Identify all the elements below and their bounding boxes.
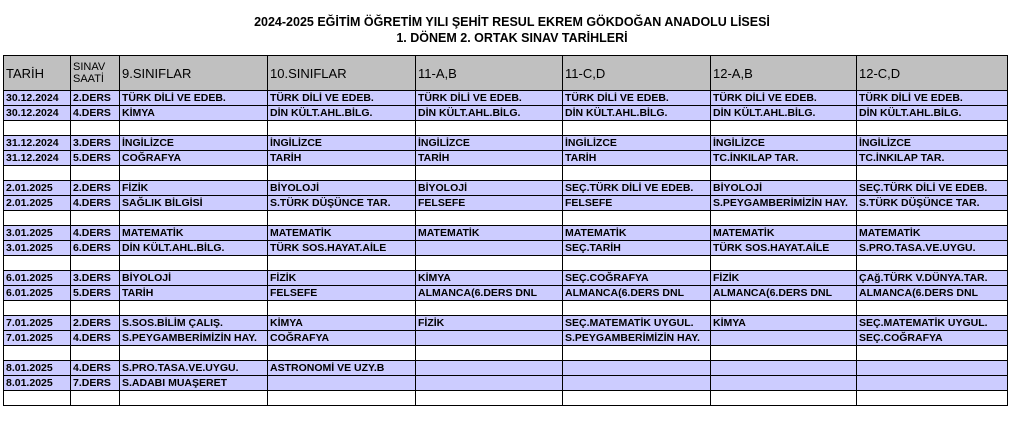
header-sinav-saati: SINAV SAATİ	[71, 56, 120, 91]
spacer-row	[4, 346, 1008, 361]
empty-cell	[4, 391, 71, 406]
empty-cell	[120, 166, 268, 181]
empty-cell	[120, 301, 268, 316]
empty-cell	[857, 346, 1008, 361]
document-title: 2024-2025 EĞİTİM ÖĞRETİM YILI ŞEHİT RESUL EKREM GÖKDOĞAN ANADOLU LİSESİ	[254, 15, 770, 29]
date-cell: 3.01.2025	[4, 241, 71, 256]
grade11ab-cell: TÜRK DİLİ VE EDEB.	[416, 91, 563, 106]
empty-cell	[4, 301, 71, 316]
empty-cell	[71, 391, 120, 406]
table-row	[4, 271, 1008, 286]
exam-period-cell: 4.DERS	[71, 361, 120, 376]
document-title-block	[0, 14, 1024, 46]
header-12-cd: 12-C,D	[857, 56, 1008, 91]
empty-cell	[857, 256, 1008, 271]
header-12-ab: 12-A,B	[711, 56, 857, 91]
grade12cd-cell	[857, 376, 1008, 391]
empty-cell	[563, 121, 711, 136]
grade12ab-cell: MATEMATİK	[711, 226, 857, 241]
empty-cell	[857, 121, 1008, 136]
empty-cell	[120, 391, 268, 406]
grade10-cell: KİMYA	[268, 316, 416, 331]
grade10-cell	[268, 376, 416, 391]
empty-cell	[416, 256, 563, 271]
table-row	[4, 376, 1008, 391]
empty-cell	[120, 256, 268, 271]
grade10-cell: MATEMATİK	[268, 226, 416, 241]
grade12ab-cell: TÜRK SOS.HAYAT.AİLE	[711, 241, 857, 256]
grade9-cell: FİZİK	[120, 181, 268, 196]
grade9-cell: KİMYA	[120, 106, 268, 121]
empty-cell	[416, 346, 563, 361]
grade11cd-cell: ALMANCA(6.DERS DNL	[563, 286, 711, 301]
empty-cell	[857, 211, 1008, 226]
grade12ab-cell	[711, 376, 857, 391]
table-row	[4, 286, 1008, 301]
date-cell: 31.12.2024	[4, 136, 71, 151]
empty-cell	[4, 256, 71, 271]
grade11ab-cell	[416, 361, 563, 376]
schedule-body	[4, 91, 1008, 406]
empty-cell	[4, 121, 71, 136]
empty-cell	[416, 391, 563, 406]
grade11cd-cell: MATEMATİK	[563, 226, 711, 241]
empty-cell	[71, 121, 120, 136]
grade11cd-cell: S.PEYGAMBERİMİZİN HAY.	[563, 331, 711, 346]
empty-cell	[268, 211, 416, 226]
exam-period-cell: 4.DERS	[71, 226, 120, 241]
date-cell: 8.01.2025	[4, 376, 71, 391]
empty-cell	[71, 211, 120, 226]
grade9-cell: BİYOLOJİ	[120, 271, 268, 286]
spacer-row	[4, 391, 1008, 406]
table-row	[4, 136, 1008, 151]
header-9-siniflar: 9.SINIFLAR	[120, 56, 268, 91]
exam-period-cell: 2.DERS	[71, 91, 120, 106]
exam-period-cell: 5.DERS	[71, 151, 120, 166]
grade11cd-cell: TARİH	[563, 151, 711, 166]
grade11ab-cell: İNGİLİZCE	[416, 136, 563, 151]
grade12ab-cell: S.PEYGAMBERİMİZİN HAY.	[711, 196, 857, 211]
empty-cell	[268, 256, 416, 271]
exam-schedule-table	[3, 55, 1008, 406]
empty-cell	[857, 166, 1008, 181]
header-11-ab: 11-A,B	[416, 56, 563, 91]
grade10-cell: COĞRAFYA	[268, 331, 416, 346]
grade12cd-cell: SEÇ.COĞRAFYA	[857, 331, 1008, 346]
date-cell: 7.01.2025	[4, 331, 71, 346]
grade9-cell: COĞRAFYA	[120, 151, 268, 166]
grade12ab-cell: İNGİLİZCE	[711, 136, 857, 151]
grade10-cell: İNGİLİZCE	[268, 136, 416, 151]
table-row	[4, 241, 1008, 256]
grade11cd-cell: DİN KÜLT.AHL.BİLG.	[563, 106, 711, 121]
header-10-siniflar: 10.SINIFLAR	[268, 56, 416, 91]
empty-cell	[563, 301, 711, 316]
empty-cell	[268, 166, 416, 181]
table-row	[4, 151, 1008, 166]
grade12ab-cell: DİN KÜLT.AHL.BİLG.	[711, 106, 857, 121]
empty-cell	[416, 166, 563, 181]
grade11ab-cell: KİMYA	[416, 271, 563, 286]
header-11-cd: 11-C,D	[563, 56, 711, 91]
spacer-row	[4, 256, 1008, 271]
grade11cd-cell: FELSEFE	[563, 196, 711, 211]
grade10-cell: FELSEFE	[268, 286, 416, 301]
exam-period-cell: 3.DERS	[71, 136, 120, 151]
exam-period-cell: 4.DERS	[71, 196, 120, 211]
exam-period-cell: 4.DERS	[71, 106, 120, 121]
empty-cell	[711, 121, 857, 136]
grade12cd-cell: ÇAğ.TÜRK V.DÜNYA.TAR.	[857, 271, 1008, 286]
empty-cell	[268, 121, 416, 136]
exam-period-cell: 6.DERS	[71, 241, 120, 256]
spacer-row	[4, 211, 1008, 226]
grade9-cell: S.PRO.TASA.VE.UYGU.	[120, 361, 268, 376]
grade12cd-cell: TC.İNKILAP TAR.	[857, 151, 1008, 166]
table-row	[4, 316, 1008, 331]
grade11ab-cell	[416, 331, 563, 346]
empty-cell	[268, 391, 416, 406]
grade12cd-cell: DİN KÜLT.AHL.BİLG.	[857, 106, 1008, 121]
date-cell: 30.12.2024	[4, 91, 71, 106]
grade12cd-cell: İNGİLİZCE	[857, 136, 1008, 151]
empty-cell	[563, 211, 711, 226]
grade12cd-cell: ALMANCA(6.DERS DNL	[857, 286, 1008, 301]
grade10-cell: DİN KÜLT.AHL.BİLG.	[268, 106, 416, 121]
table-row	[4, 181, 1008, 196]
table-row	[4, 226, 1008, 241]
grade11ab-cell: TARİH	[416, 151, 563, 166]
empty-cell	[857, 391, 1008, 406]
grade11cd-cell: SEÇ.TARİH	[563, 241, 711, 256]
grade10-cell: FİZİK	[268, 271, 416, 286]
empty-cell	[4, 346, 71, 361]
grade11ab-cell: DİN KÜLT.AHL.BİLG.	[416, 106, 563, 121]
date-cell: 3.01.2025	[4, 226, 71, 241]
grade10-cell: TÜRK SOS.HAYAT.AİLE	[268, 241, 416, 256]
grade11cd-cell	[563, 376, 711, 391]
grade11ab-cell: ALMANCA(6.DERS DNL	[416, 286, 563, 301]
spacer-row	[4, 166, 1008, 181]
table-row	[4, 361, 1008, 376]
exam-period-cell: 3.DERS	[71, 271, 120, 286]
grade12ab-cell: KİMYA	[711, 316, 857, 331]
empty-cell	[711, 211, 857, 226]
grade12cd-cell: SEÇ.MATEMATİK UYGUL.	[857, 316, 1008, 331]
table-row	[4, 106, 1008, 121]
exam-period-cell: 7.DERS	[71, 376, 120, 391]
empty-cell	[71, 256, 120, 271]
grade9-cell: MATEMATİK	[120, 226, 268, 241]
empty-cell	[268, 346, 416, 361]
grade9-cell: S.SOS.BİLİM ÇALIŞ.	[120, 316, 268, 331]
empty-cell	[563, 166, 711, 181]
grade11ab-cell: MATEMATİK	[416, 226, 563, 241]
grade10-cell: S.TÜRK DÜŞÜNCE TAR.	[268, 196, 416, 211]
date-cell: 31.12.2024	[4, 151, 71, 166]
empty-cell	[711, 391, 857, 406]
grade11ab-cell: BİYOLOJİ	[416, 181, 563, 196]
empty-cell	[120, 346, 268, 361]
empty-cell	[857, 301, 1008, 316]
grade11ab-cell: FİZİK	[416, 316, 563, 331]
empty-cell	[711, 346, 857, 361]
grade9-cell: SAĞLIK BİLGİSİ	[120, 196, 268, 211]
table-row	[4, 91, 1008, 106]
exam-period-cell: 5.DERS	[71, 286, 120, 301]
empty-cell	[120, 121, 268, 136]
exam-period-cell: 4.DERS	[71, 331, 120, 346]
grade10-cell: TÜRK DİLİ VE EDEB.	[268, 91, 416, 106]
grade10-cell: ASTRONOMİ VE UZY.B	[268, 361, 416, 376]
exam-period-cell: 2.DERS	[71, 181, 120, 196]
empty-cell	[120, 211, 268, 226]
grade11cd-cell	[563, 361, 711, 376]
grade11cd-cell: SEÇ.TÜRK DİLİ VE EDEB.	[563, 181, 711, 196]
date-cell: 2.01.2025	[4, 181, 71, 196]
grade11cd-cell: TÜRK DİLİ VE EDEB.	[563, 91, 711, 106]
date-cell: 30.12.2024	[4, 106, 71, 121]
document-subtitle: 1. DÖNEM 2. ORTAK SINAV TARİHLERİ	[396, 31, 628, 45]
grade12ab-cell: TÜRK DİLİ VE EDEB.	[711, 91, 857, 106]
date-cell: 2.01.2025	[4, 196, 71, 211]
grade12cd-cell: TÜRK DİLİ VE EDEB.	[857, 91, 1008, 106]
table-row	[4, 196, 1008, 211]
date-cell: 7.01.2025	[4, 316, 71, 331]
grade12cd-cell: S.TÜRK DÜŞÜNCE TAR.	[857, 196, 1008, 211]
grade10-cell: TARİH	[268, 151, 416, 166]
grade9-cell: TÜRK DİLİ VE EDEB.	[120, 91, 268, 106]
grade12ab-cell	[711, 331, 857, 346]
empty-cell	[416, 211, 563, 226]
grade12cd-cell: SEÇ.TÜRK DİLİ VE EDEB.	[857, 181, 1008, 196]
empty-cell	[711, 256, 857, 271]
grade12cd-cell: MATEMATİK	[857, 226, 1008, 241]
grade9-cell: S.ADABI MUAŞERET	[120, 376, 268, 391]
grade12ab-cell: ALMANCA(6.DERS DNL	[711, 286, 857, 301]
grade12ab-cell: BİYOLOJİ	[711, 181, 857, 196]
empty-cell	[4, 211, 71, 226]
empty-cell	[711, 166, 857, 181]
grade9-cell: DİN KÜLT.AHL.BİLG.	[120, 241, 268, 256]
exam-period-cell: 2.DERS	[71, 316, 120, 331]
empty-cell	[71, 166, 120, 181]
grade11cd-cell: İNGİLİZCE	[563, 136, 711, 151]
grade11cd-cell: SEÇ.MATEMATİK UYGUL.	[563, 316, 711, 331]
grade12ab-cell: TC.İNKILAP TAR.	[711, 151, 857, 166]
date-cell: 6.01.2025	[4, 286, 71, 301]
header-row	[4, 56, 1008, 91]
empty-cell	[563, 391, 711, 406]
grade11ab-cell: FELSEFE	[416, 196, 563, 211]
grade12ab-cell	[711, 361, 857, 376]
empty-cell	[71, 301, 120, 316]
grade10-cell: BİYOLOJİ	[268, 181, 416, 196]
grade11ab-cell	[416, 241, 563, 256]
grade9-cell: TARİH	[120, 286, 268, 301]
grade12cd-cell	[857, 361, 1008, 376]
spacer-row	[4, 301, 1008, 316]
grade11ab-cell	[416, 376, 563, 391]
empty-cell	[416, 121, 563, 136]
empty-cell	[4, 166, 71, 181]
grade12ab-cell: FİZİK	[711, 271, 857, 286]
grade9-cell: İNGİLİZCE	[120, 136, 268, 151]
date-cell: 8.01.2025	[4, 361, 71, 376]
table-row	[4, 331, 1008, 346]
empty-cell	[711, 301, 857, 316]
empty-cell	[71, 346, 120, 361]
header-tarih: TARİH	[4, 56, 71, 91]
grade12cd-cell: S.PRO.TASA.VE.UYGU.	[857, 241, 1008, 256]
grade9-cell: S.PEYGAMBERİMİZİN HAY.	[120, 331, 268, 346]
empty-cell	[563, 256, 711, 271]
empty-cell	[416, 301, 563, 316]
spacer-row	[4, 121, 1008, 136]
empty-cell	[268, 301, 416, 316]
empty-cell	[563, 346, 711, 361]
grade11cd-cell: SEÇ.COĞRAFYA	[563, 271, 711, 286]
date-cell: 6.01.2025	[4, 271, 71, 286]
